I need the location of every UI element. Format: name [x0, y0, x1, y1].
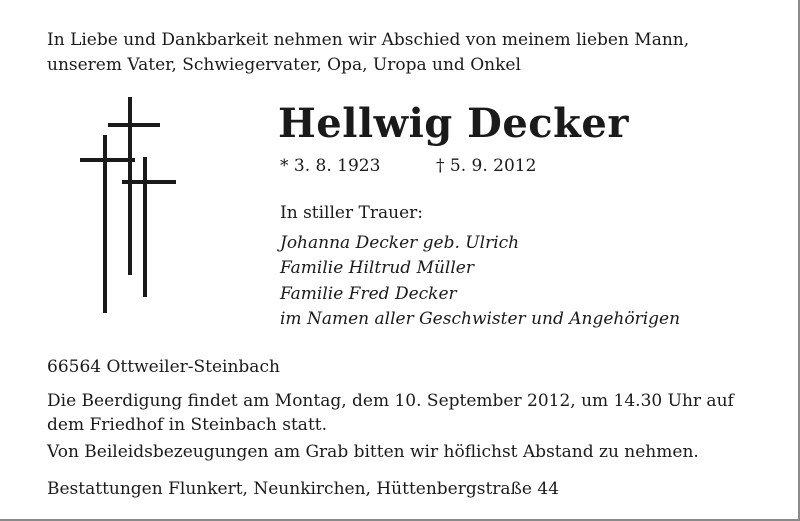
mourner-item: Familie Hiltrud Müller: [280, 258, 474, 279]
life-dates: [280, 154, 537, 178]
cross-left-beam: [80, 158, 135, 162]
funeral-info: [47, 389, 747, 437]
cross-right-beam: [122, 180, 176, 184]
mourner-item: Familie Fred Decker: [280, 283, 457, 304]
condolence-note: Von Beileidsbezeugungen am Grab bitten wir höflichst Abstand zu nehmen.: [47, 442, 699, 462]
mourner-item: Johanna Decker geb. Ulrich: [280, 233, 520, 253]
undertaker-line: Bestattungen Flunkert, Neunkirchen, Hüttenbergstraße 44: [47, 479, 560, 499]
mourners-list: [280, 231, 680, 332]
mourner-item: im Namen aller Geschwister und Angehörigen: [280, 308, 681, 329]
death-date: † 5. 9. 2012: [436, 156, 537, 176]
intro-line-1: In Liebe und Dankbarkeit nehmen wir Abschied von meinem lieben Mann,: [47, 30, 690, 50]
deceased-name: Hellwig Decker: [278, 100, 629, 147]
intro-line-2: unserem Vater, Schwiegervater, Opa, Uropa und Onkel: [47, 55, 521, 75]
cross-right-post: [143, 157, 147, 297]
funeral-line-2: dem Friedhof in Steinbach statt.: [47, 415, 328, 435]
place-line: 66564 Ottweiler-Steinbach: [47, 357, 280, 377]
cross-center-beam: [108, 123, 160, 127]
funeral-line-1: Die Beerdigung findet am Montag, dem 10. September 2012, um 14.30 Uhr auf: [47, 391, 734, 411]
three-crosses-icon: [78, 95, 178, 315]
intro-text: [47, 28, 767, 78]
birth-date: * 3. 8. 1923: [280, 156, 381, 176]
mourning-heading: In stiller Trauer:: [280, 203, 423, 223]
